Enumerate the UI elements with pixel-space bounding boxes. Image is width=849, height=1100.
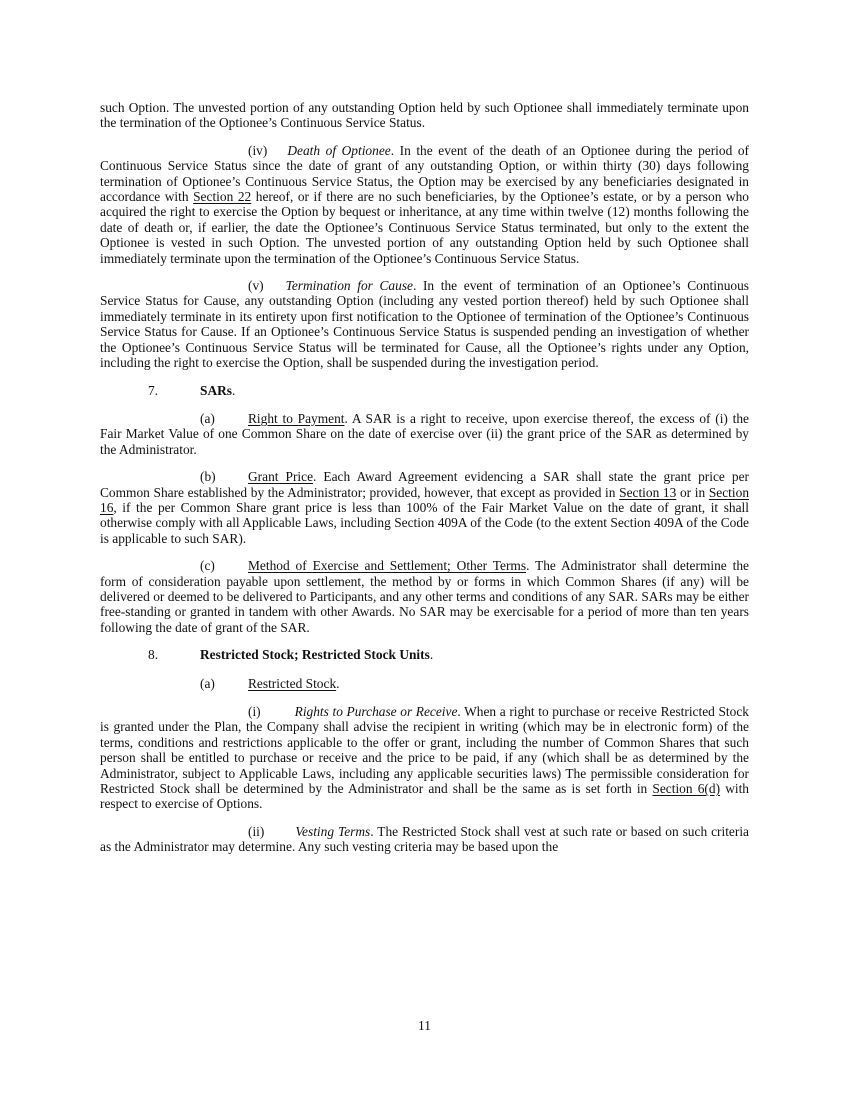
clause-8a-ii-vesting-terms [100,824,749,855]
section-6d-link[interactable]: Section 6(d) [652,781,721,797]
clause-number: (a) [200,410,215,426]
clause-number: (ii) [248,823,265,839]
paragraph-continuation [100,100,749,131]
clause-text: hereof, or if there are no such beneficiaries, by the Optionee’s estate, or by a person who acquired the right to exercise the Option by bequest or inheritance, at any time within twelve (12) months following the date of death or, if earlier, the date the Optionee’s Continuous Service Status terminated, but only to the extent the Optionee is vested in such Option. The unvested portion of any outstanding Option held by such Optionee shall immediately terminate upon the termination of the Optionee’s Continuous Service Status. [100,189,749,266]
clause-iv-death-of-optionee [100,143,749,266]
section-number: 7. [148,382,159,398]
clause-8a-heading [100,676,749,691]
heading-punctuation: . [336,675,340,691]
clause-number: (b) [200,469,216,485]
clause-number: (v) [248,278,264,294]
clause-text: with respect to exercise of Options. [100,781,750,812]
clause-text: or in [676,484,709,500]
clause-text: . When a right to purchase or receive Restricted Stock is granted under the Plan, the Company shall advise the recipient in writing (which may be in electronic form) of the terms, conditions and restrictions applicable to the offer or grant, including the number of Common Shares that such person shall be entitled to purchase or receive and the price to be paid, if any (which shall be as determined by the Administrator, subject to Applicable Laws, including any applicable securities laws) The permissible consideration for Restricted Stock shall be determined by the Administrator and shall be the same as is set forth in [100,704,749,797]
clause-text: . The Restricted Stock shall vest at such rate or based on such criteria as the Administrator may determine. Any such vesting criteria may be based upon the [100,823,750,855]
clause-title: Rights to Purchase or Receive [294,704,458,719]
clause-text: , if the per Common Share grant price is less than 100% of the Fair Market Value on the date of grant, it shall otherwise comply with all Applicable Laws, including Section 409A of the Code (to the extent Section 409A of the Code is applicable to such SAR). [100,499,749,546]
clause-7a-right-to-payment [100,411,749,457]
section-13-link[interactable]: Section 13 [619,484,677,500]
clause-number: (c) [200,558,215,574]
clause-number: (a) [200,675,215,691]
clause-7c-method-of-exercise [100,558,749,635]
clause-title: Right to Payment [248,410,345,426]
section-22-link[interactable]: Section 22 [193,189,252,205]
clause-text: . A SAR is a right to receive, upon exercise thereof, the excess of (i) the Fair Market Value of one Common Share on the date of exercise over (ii) the grant price of the SAR as determined by the Administrator. [100,410,749,457]
section-16-link[interactable]: Section 16 [100,484,750,515]
clause-title: Death of Optionee [287,142,391,158]
page-number: 11 [418,1018,431,1033]
clause-8a-i-rights-to-purchase [100,704,749,812]
section-8-heading [100,647,749,662]
clause-title: Vesting Terms [295,823,371,839]
heading-punctuation: . [232,382,236,398]
clause-7b-grant-price [100,469,749,546]
clause-title: Restricted Stock [248,675,337,691]
heading-punctuation: . [429,647,434,663]
section-title: SARs [200,382,232,398]
clause-title: Method of Exercise and Settlement; Other Terms [248,558,527,574]
clause-number: (iv) [248,142,268,158]
clause-text: . The Administrator shall determine the form of consideration payable upon settlement, the method by or forms in which Common Shares (if any) will be delivered or deemed to be delivered to Participants, and any other terms and conditions of any SAR. SARs may be either free-standing or granted in tandem with other Awards. No SAR may be exercisable for a period of more than ten years following the date of grant of the SAR. [100,558,749,635]
clause-number: (i) [248,704,261,719]
clause-text: . Each Award Agreement evidencing a SAR shall state the grant price per Common Share established by the Administrator; provided, however, that except as provided in [100,469,749,500]
section-title: Restricted Stock; Restricted Stock Units [200,647,430,663]
paragraph-text: such Option. The unvested portion of any outstanding Option held by such Optionee shall immediately terminate upon the termination of the Optionee’s Continuous Service Status. [100,100,749,131]
section-number: 8. [148,647,159,663]
clause-text: . In the event of the death of an Optionee during the period of Continuous Service Status since the date of grant of any outstanding Option, or within thirty (30) days following termination of Optionee’s Continuous Service Status, the Option may be exercised by any beneficiaries designated in accordance with [100,142,749,205]
clause-text: . In the event of termination of an Optionee’s Continuous Service Status for Cause, any outstanding Option (including any vested portion thereof) held by such Optionee shall immediately terminate in its entirety upon first notification to the Optionee of termination of the Optionee’s Continuous Service Status for Cause. If an Optionee’s Continuous Service Status is suspended pending an investigation of whether the Optionee’s Continuous Service Status will be terminated for Cause, all the Optionee’s rights under any Option, including the right to exercise the Option, shall be suspended during the investigation period. [100,278,749,371]
clause-title: Termination for Cause [285,278,413,294]
clause-title: Grant Price [248,469,314,485]
section-7-heading [100,383,749,398]
clause-v-termination-for-cause [100,278,749,370]
